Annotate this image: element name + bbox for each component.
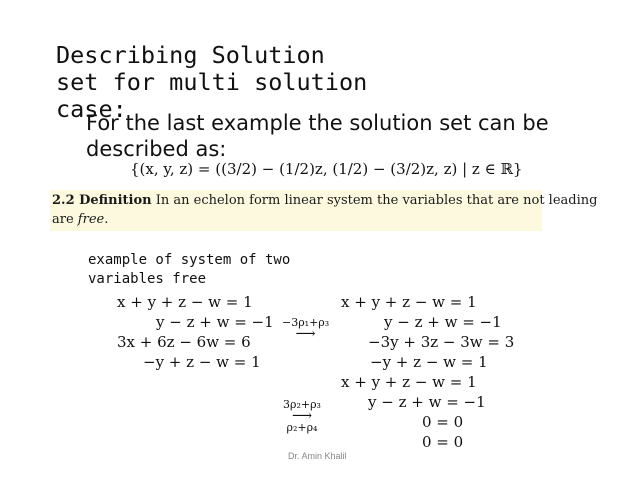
solution-set-formula: {(x, y, z) = ((3/2) − (1/2)z, (1/2) − (3/2)z, z) | z ∈ ℝ} bbox=[130, 160, 523, 178]
definition-line2-prefix: are bbox=[52, 212, 78, 227]
row-operation-label: ρ₂+ρ₄ bbox=[286, 421, 318, 434]
row-operation-2 bbox=[283, 398, 321, 434]
equation-row: y − z + w = −1 bbox=[368, 393, 486, 411]
title-line-3: case: bbox=[56, 95, 127, 123]
definition-line2-suffix: . bbox=[104, 212, 109, 227]
equation-row: 0 = 0 bbox=[422, 433, 464, 451]
title-line-1: Describing Solution bbox=[56, 41, 325, 69]
equation-row: x + y + z − w = 1 bbox=[341, 373, 477, 391]
equation-row: y − z + w = −1 bbox=[156, 313, 274, 331]
footer-author: Dr. Amin Khalil bbox=[288, 451, 347, 461]
equation-row: −3y + 3z − 3w = 3 bbox=[368, 333, 515, 351]
equation-row: x + y + z − w = 1 bbox=[341, 293, 477, 311]
intro-line-1: For the last example the solution set can be bbox=[86, 111, 549, 135]
intro-line-2: described as: bbox=[86, 137, 227, 161]
equation-row: y − z + w = −1 bbox=[384, 313, 502, 331]
row-operation-label: −3ρ₁+ρ₃ bbox=[282, 316, 330, 329]
equation-row: −y + z − w = 1 bbox=[143, 353, 261, 371]
equation-row: x + y + z − w = 1 bbox=[117, 293, 253, 311]
equation-row: −y + z − w = 1 bbox=[370, 353, 488, 371]
row-operation-label: 3ρ₂+ρ₃ bbox=[283, 398, 321, 411]
example-caption bbox=[88, 251, 290, 289]
row-operation-1 bbox=[282, 316, 330, 342]
definition-text: In an echelon form linear system the variables that are not leading bbox=[151, 193, 598, 208]
definition-label: 2.2 Definition bbox=[52, 193, 152, 208]
definition-free-word: free bbox=[77, 212, 105, 227]
intro-text bbox=[86, 110, 549, 162]
right-arrow-icon: ⟶ bbox=[291, 408, 313, 424]
title-line-2: set for multi solution bbox=[56, 68, 368, 96]
example-line-1: example of system of two bbox=[88, 252, 291, 268]
definition-line-2 bbox=[52, 212, 108, 228]
definition-box bbox=[50, 190, 598, 231]
right-arrow-icon: ⟶ bbox=[295, 326, 316, 342]
equation-row: 0 = 0 bbox=[422, 413, 464, 431]
equation-row: 3x + 6z − 6w = 6 bbox=[117, 333, 251, 351]
definition-line-1 bbox=[52, 193, 597, 209]
example-line-2: variables free bbox=[88, 271, 207, 287]
